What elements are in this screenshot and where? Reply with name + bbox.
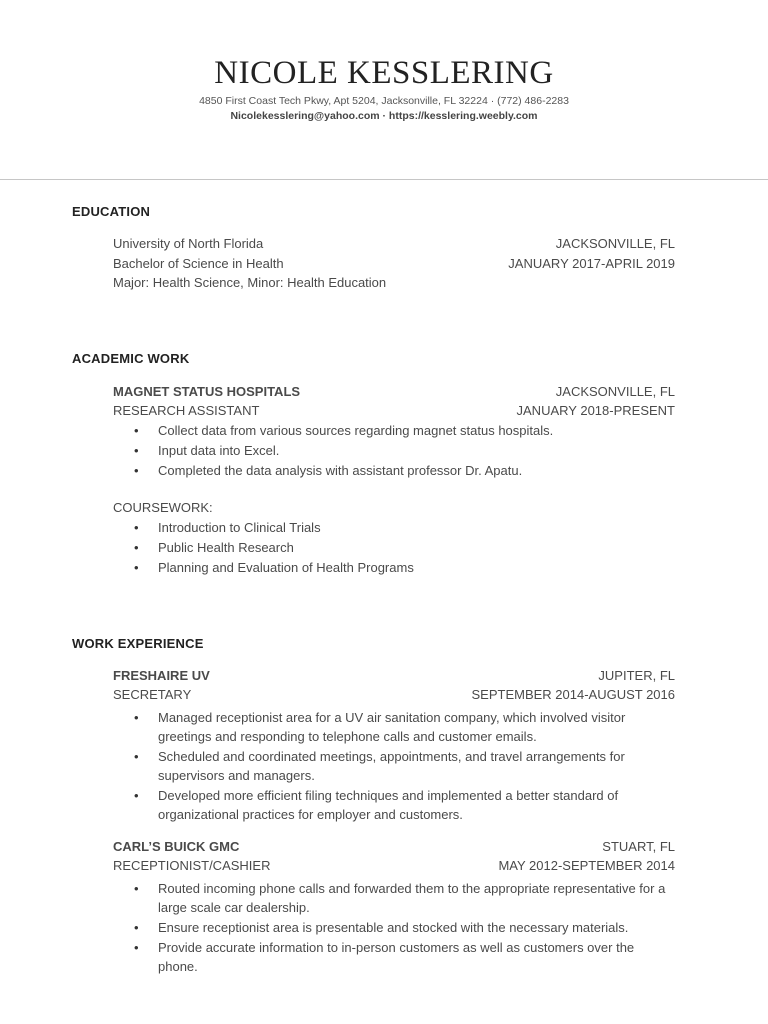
- job2-org: CARL’S BUICK GMC: [113, 839, 240, 854]
- academic-work-heading: ACADEMIC WORK: [72, 351, 190, 366]
- education-row-degree: [113, 254, 675, 273]
- list-item: • Scheduled and coordinated meetings, appointments, and travel arrangements for supervisors and managers.: [113, 747, 675, 785]
- job2-duties-list: [113, 879, 675, 977]
- academic-row-org: [113, 382, 675, 401]
- list-item: • Collect data from various sources regarding magnet status hospitals.: [113, 421, 675, 440]
- job1-dates: SEPTEMBER 2014-AUGUST 2016: [471, 687, 675, 702]
- list-item: • Managed receptionist area for a UV air sanitation company, which involved visitor greetings and responding to telephone calls and customer emails.: [113, 708, 675, 746]
- job2-role: RECEPTIONIST/CASHIER: [113, 858, 271, 873]
- job2-location: STUART, FL: [602, 839, 675, 854]
- academic-role: RESEARCH ASSISTANT: [113, 403, 260, 418]
- academic-duties-list: [113, 421, 675, 481]
- education-location: JACKSONVILLE, FL: [555, 236, 675, 251]
- contact-email-website: Nicolekesslering@yahoo.com · https://kesslering.weebly.com: [230, 110, 538, 122]
- job2-row-role: [113, 856, 675, 875]
- job1-location: JUPITER, FL: [598, 668, 675, 683]
- header-divider: [0, 179, 768, 180]
- coursework-row: [113, 498, 675, 517]
- work-experience-heading: WORK EXPERIENCE: [72, 636, 204, 651]
- job1-row-role: [113, 685, 675, 704]
- education-school: University of North Florida: [113, 236, 264, 251]
- job2-dates: MAY 2012-SEPTEMBER 2014: [498, 858, 675, 873]
- education-heading: EDUCATION: [72, 204, 151, 219]
- academic-org: MAGNET STATUS HOSPITALS: [113, 384, 301, 399]
- list-item: • Planning and Evaluation of Health Programs: [113, 558, 675, 577]
- list-item: • Completed the data analysis with assistant professor Dr. Apatu.: [113, 461, 675, 480]
- education-row-school: [113, 234, 675, 253]
- education-degree: Bachelor of Science in Health: [113, 256, 284, 271]
- academic-dates: JANUARY 2018-PRESENT: [516, 403, 675, 418]
- education-row-major: [113, 273, 675, 292]
- education-dates: JANUARY 2017-APRIL 2019: [508, 256, 675, 271]
- list-item: • Developed more efficient filing techniques and implemented a better standard of organizational practices for employer and customers.: [113, 786, 675, 824]
- list-item: • Ensure receptionist area is presentable and stocked with the necessary materials.: [113, 918, 675, 937]
- applicant-name: NICOLE KESSLERING: [214, 55, 554, 91]
- list-item: • Introduction to Clinical Trials: [113, 518, 675, 537]
- contact-address-phone: 4850 First Coast Tech Pkwy, Apt 5204, Jacksonville, FL 32224 · (772) 486-2283: [199, 95, 569, 107]
- job1-duties-list: [113, 708, 675, 825]
- coursework-list: [113, 518, 675, 578]
- list-item: • Public Health Research: [113, 538, 675, 557]
- job2-row-org: [113, 837, 675, 856]
- list-item: • Input data into Excel.: [113, 441, 675, 460]
- academic-location: JACKSONVILLE, FL: [555, 384, 675, 399]
- job1-row-org: [113, 666, 675, 685]
- job1-org: FRESHAIRE UV: [113, 668, 210, 683]
- coursework-heading: COURSEWORK:: [113, 500, 213, 515]
- list-item: • Routed incoming phone calls and forwarded them to the appropriate representative for a large scale car dealership.: [113, 879, 675, 917]
- job1-role: SECRETARY: [113, 687, 192, 702]
- education-major: Major: Health Science, Minor: Health Education: [113, 275, 387, 290]
- academic-row-role: [113, 401, 675, 420]
- list-item: • Provide accurate information to in-person customers as well as customers over the phone.: [113, 938, 675, 976]
